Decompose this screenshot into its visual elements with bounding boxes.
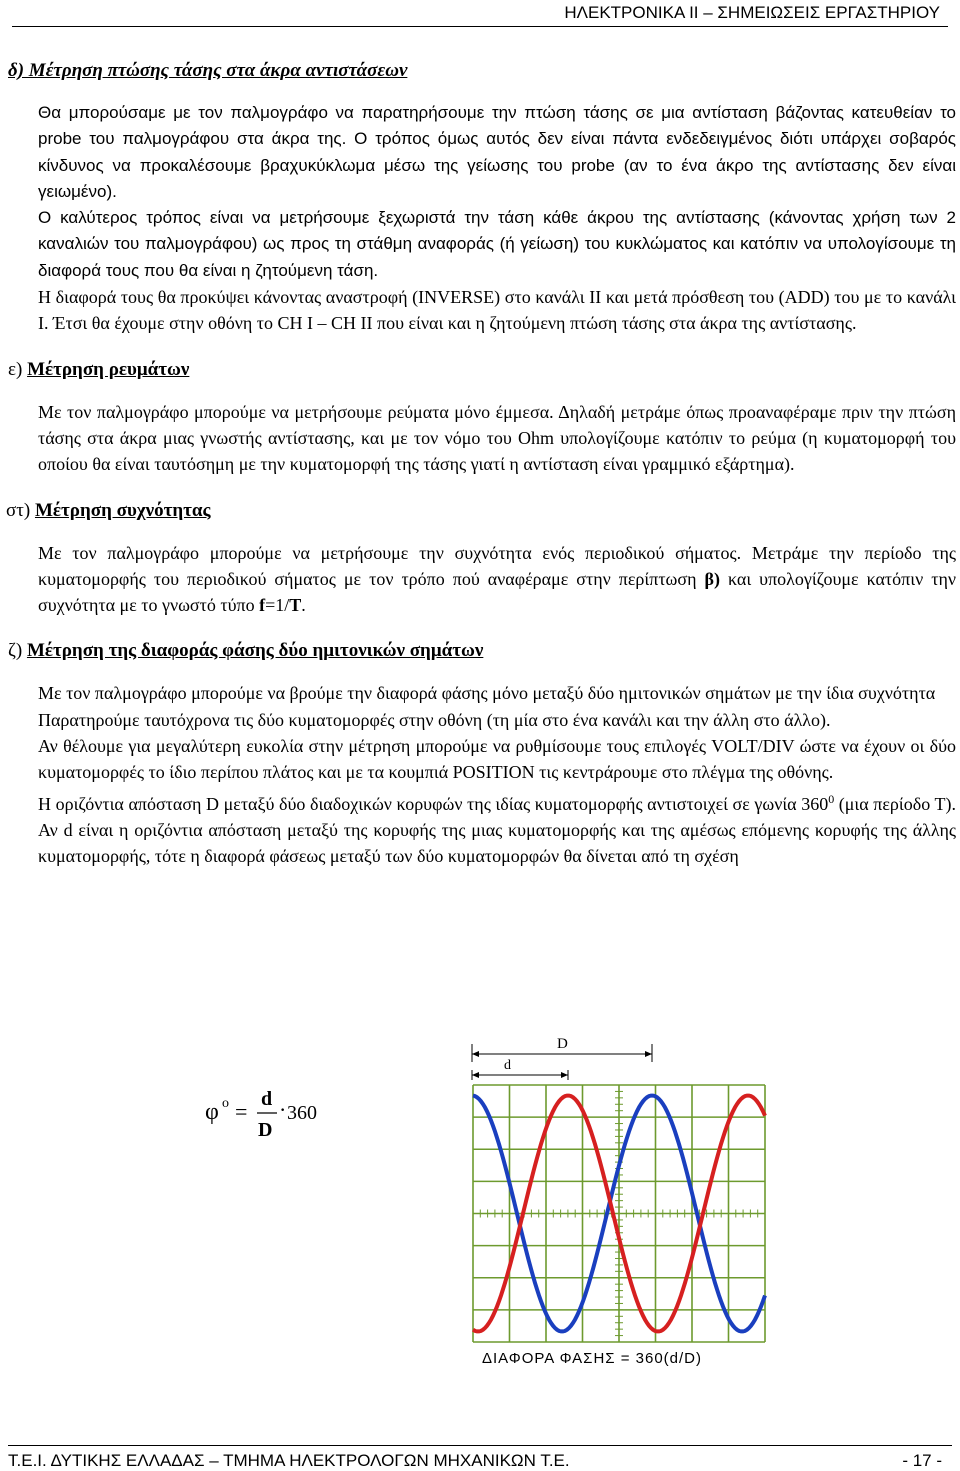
formula-value: 360	[287, 1102, 317, 1124]
section-z-paragraph-4	[38, 786, 956, 870]
section-z-paragraph-1: Με τον παλμογράφο μπορούμε να βρούμε την διαφορά φάσης μόνο μεταξύ δύο ημιτονικών σημάτων με την ίδια συχνότητα	[38, 683, 936, 704]
section-z-degree-sup: 0	[828, 791, 835, 806]
dim-D-arrow-left	[472, 1051, 479, 1057]
formula-numerator: d	[261, 1088, 273, 1110]
page-header	[0, 0, 960, 30]
section-z-paragraph-2: Παρατηρούμε ταυτόχρονα τις δύο κυματομορφές στην οθόνη (τη μία στο ένα κανάλι και την άλλη στο άλλο).	[38, 709, 831, 730]
footer-rule	[8, 1445, 952, 1446]
section-e-number: ε)	[8, 358, 28, 380]
section-z-body	[38, 680, 956, 869]
phase-figure-svg	[0, 1030, 960, 1400]
dim-D-arrow-right	[645, 1051, 652, 1057]
figure-caption: ΔΙΑΦΟΡΑ ΦΑΣΗΣ = 360(d/D)	[482, 1350, 703, 1367]
section-st-ref-b: β)	[704, 568, 720, 589]
dim-d-arrow-right	[561, 1072, 568, 1078]
section-st-text-end: .	[301, 595, 306, 616]
header-rule	[12, 26, 948, 27]
section-z-heading: Μέτρηση της διαφοράς φάσης δύο ημιτονικών σημάτων	[26, 640, 484, 662]
section-st-text-a: Με τον παλμογράφο μπορούμε να μετρήσουμε την συχνότητα ενός περιοδικού σήματος. Μετράμε την περίοδο της κυματομορφής του περιοδικού σήματος με τον τρόπο πού αναφέραμε στην περίπτωση	[38, 542, 956, 589]
section-e-body	[38, 399, 956, 478]
phase-figure	[0, 1030, 960, 1400]
section-z-text-a: Η οριζόντια απόσταση D μεταξύ δύο διαδοχικών κορυφών της ιδίας κυματομορφής αντιστοιχεί σε γωνία 360	[38, 793, 829, 814]
section-z-title	[8, 640, 960, 662]
section-st-text-c: και υπολογίζουμε κατόπιν την συχνότητα με το γνωστό τύπο	[38, 568, 956, 616]
dim-d-label: d	[504, 1058, 511, 1073]
section-st-paragraph-1	[38, 540, 956, 619]
section-e-paragraph-1: Με τον παλμογράφο μπορούμε να μετρήσουμε ρεύματα μόνο έμμεσα. Δηλαδή μετράμε όπως προαναφέραμε πριν την πτώση τάσης στα άκρα μιας γνωστής αντίστασης, και με τον νόμο του Ohm υπολογίζουμε κατόπιν το ρεύμα (η κυματομορφή του οποίου θα είναι ταυτόσημη με την κυματομορφή της τάσης γιατί η αντίσταση είναι γραμμικό εξάρτημα).	[38, 401, 956, 475]
section-st-formula-T: T	[289, 595, 302, 616]
section-st-formula-eq: =1/	[265, 595, 290, 616]
formula-phi: φ	[205, 1099, 219, 1125]
section-st-number: στ)	[6, 499, 35, 521]
section-d-paragraph-2: Ο καλύτερος τρόπος είναι να μετρήσουμε ξεχωριστά την τάση κάθε άκρου της αντίστασης (κάνοντας χρήση των 2 καναλιών του παλμογράφου) ως προς τη στάθμη αναφοράς (ή γείωση) του κυκλώματος και κατόπιν να υπολογίσουμε τη διαφορά τους που θα είναι η ζητούμενη τάση.	[38, 208, 956, 280]
section-z-number: ζ)	[8, 640, 27, 662]
formula-degree: ο	[222, 1096, 229, 1111]
section-st-title	[6, 500, 960, 522]
dim-d-arrow-left	[472, 1072, 479, 1078]
formula-dot: ·	[279, 1097, 287, 1122]
section-st-formula-f: f	[259, 595, 266, 616]
section-e-title	[8, 359, 960, 381]
page-footer	[0, 1445, 960, 1471]
section-z-text-b: (μια περίοδο Τ). Αν d είναι η οριζόντια απόσταση μεταξύ της κορυφής της μιας κυματομορφής και της αμέσως επόμενης κορυφής της άλλης κυματομορφής, τότε η διαφορά φάσεως μεταξύ των δύο κυματομορφών θα δίνεται από τη σχέση	[38, 793, 956, 867]
footer-page-number: - 17 -	[902, 1451, 942, 1470]
dim-D-label: D	[557, 1036, 568, 1052]
section-d-body	[38, 100, 956, 337]
section-d-paragraph-1: Θα μπορούσαμε με τον παλμογράφο να παρατηρήσουμε την πτώση τάσης σε μια αντίσταση βάζοντας κατευθείαν το probe του παλμογράφου στα άκρα της. Ο τρόπος όμως αυτός δεν είναι πάντα ενδεδειγμένος διότι υπάρχει σοβαρός κίνδυνος να προκαλέσουμε βραχυκύκλωμα μέσω της γείωσης του probe (αν το ένα άκρο της αντίστασης δεν είναι γειωμένο).	[38, 103, 956, 201]
section-st-body	[38, 540, 956, 619]
formula-equals: =	[235, 1099, 248, 1124]
section-d-paragraph-3: Η διαφορά τους θα προκύψει κάνοντας αναστροφή (INVERSE) στο κανάλι ΙΙ και μετά πρόσθεση του (ADD) του με το κανάλι Ι. Έτσι θα έχουμε στην οθόνη το CH I – CH II που είναι και η ζητούμενη πτώση τάσης στα άκρα της αντίστασης.	[38, 287, 956, 334]
header-title: ΗΛΕΚΤΡΟΝΙΚΑ ΙΙ – ΣΗΜΕΙΩΣΕΙΣ ΕΡΓΑΣΤΗΡΙΟΥ	[564, 3, 940, 22]
section-d-heading: δ) Μέτρηση πτώσης τάσης στα άκρα αντιστάσεων	[8, 60, 408, 81]
footer-institution: Τ.Ε.Ι. ΔΥΤΙΚΗΣ ΕΛΛΑΔΑΣ – ΤΜΗΜΑ ΗΛΕΚΤΡΟΛΟΓΩΝ ΜΗΧΑΝΙΚΩΝ Τ.Ε.	[8, 1451, 570, 1470]
formula-denominator: D	[258, 1119, 273, 1141]
section-d-title	[8, 60, 960, 82]
section-st-heading: Μέτρηση συχνότητας	[34, 499, 211, 521]
section-z-paragraph-3: Αν θέλουμε για μεγαλύτερη ευκολία στην μέτρηση μπορούμε να ρυθμίσουμε τους επιλογές VOLT/DIV ώστε να έχουν οι δύο κυματομορφές το ίδιο περίπου πλάτος και με τα κουμπιά POSITION τις κεντράρουμε στο πλέγμα της οθόνης.	[38, 736, 956, 783]
page-content	[8, 60, 960, 870]
section-e-heading: Μέτρηση ρευμάτων	[27, 358, 190, 380]
